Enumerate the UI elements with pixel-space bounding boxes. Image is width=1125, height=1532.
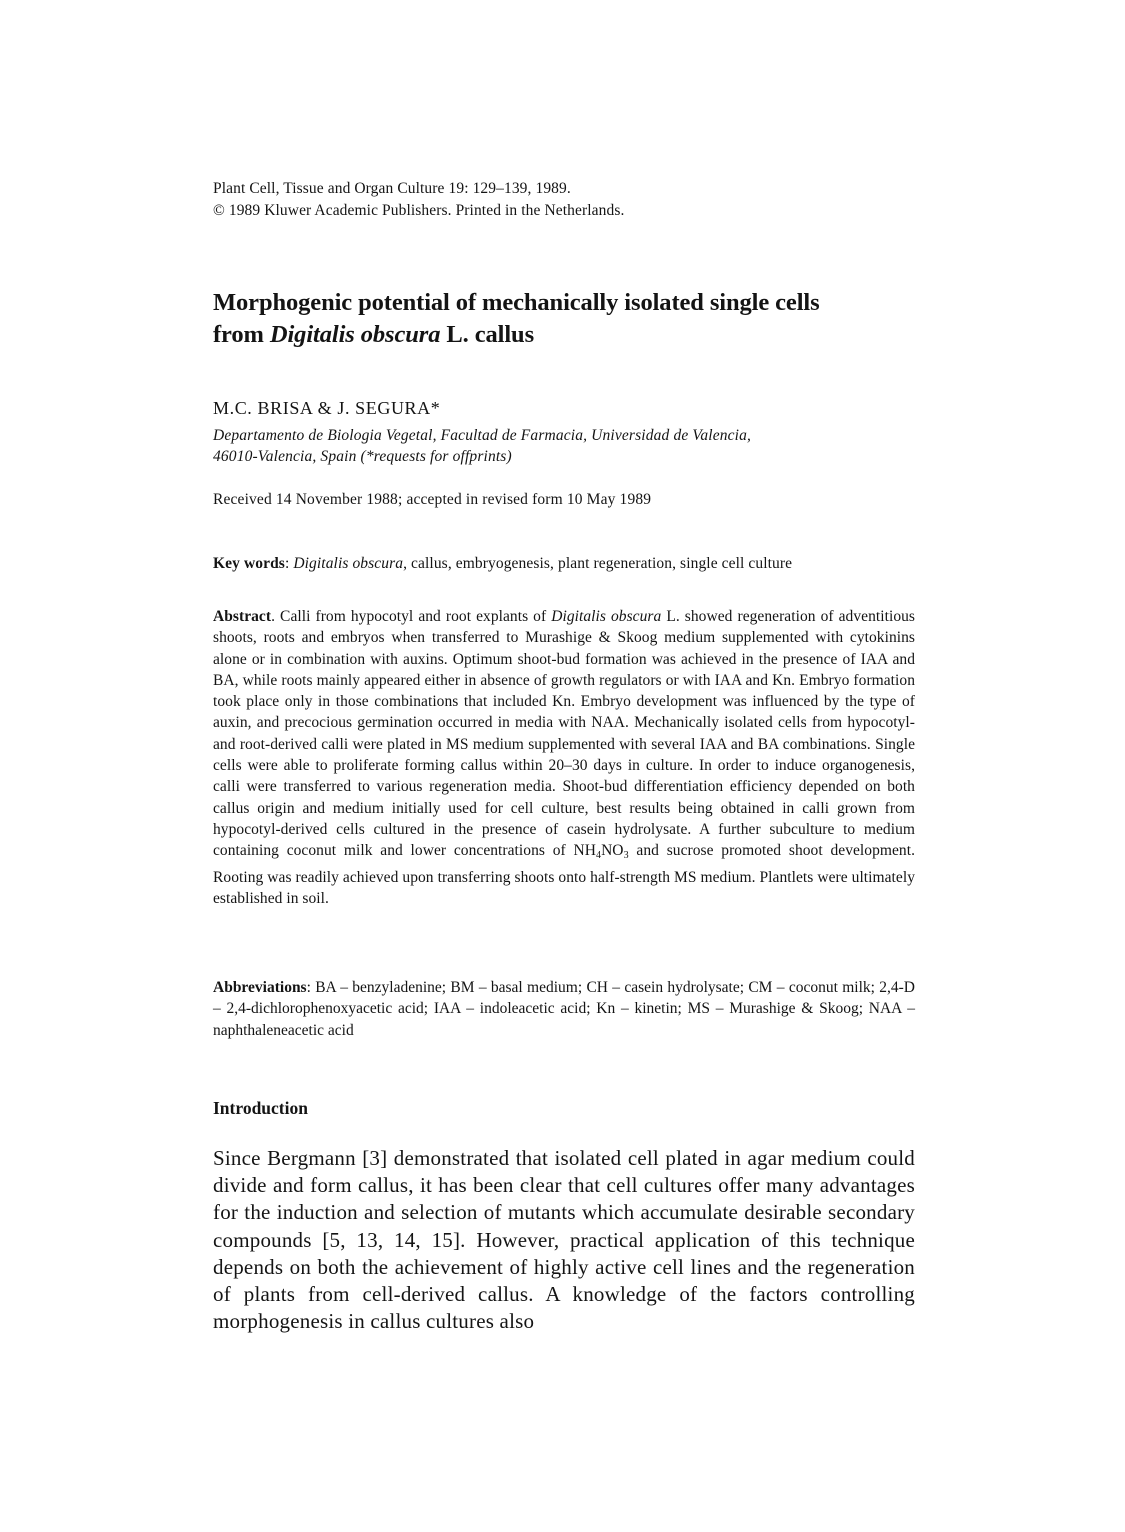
abbreviations [213,977,915,1041]
abbreviations-label: Abbreviations [213,979,307,996]
authors: M.C. BRISA & J. SEGURA* [213,398,441,418]
keywords-list: , callus, embryogenesis, plant regeneration, single cell culture [403,555,793,572]
title-line-1: Morphogenic potential of mechanically isolated single cells [213,289,820,316]
abstract-subscript-4: 4 [596,850,602,862]
journal-header [213,178,624,222]
keywords: Key words: Digitalis obscura, callus, embryogenesis, plant regeneration, single cell culture [213,555,793,572]
abstract-subscript-3: 3 [623,850,629,862]
received-dates: Received 14 November 1988; accepted in revised form 10 May 1989 [213,491,652,508]
introduction-body: Since Bergmann [3] demonstrated that isolated cell plated in agar medium could divide and form callus, it has been clear that cell cultures offer many advantages for the induction and selection of mutants which accumulate desirable secondary compounds [5, 13, 14, 15]. However, practical application of this technique depends on both the achievement of highly active cell lines and the regeneration of plants from cell-derived callus. A knowledge of the factors controlling morphogenesis in callus cultures also [213,1146,915,1334]
title-line-2 [213,319,820,351]
abstract-text-3: NO [601,842,624,860]
introduction-heading: Introduction [213,1098,308,1118]
keywords-species: Digitalis obscura [293,555,404,572]
title-species: Digitalis obscura [269,321,441,348]
affiliation-line-1: Departamento de Biologia Vegetal, Facultad de Farmacia, Universidad de Valencia, [213,427,752,444]
abstract-text-4: and sucrose promoted shoot development. Rooting was readily achieved upon transferring shoots onto half-strength MS medium. Plantlets were ultimately established in soil. [213,842,916,907]
affiliation-line-2: 46010-Valencia, Spain (*requests for offprints) [213,448,512,465]
title-prefix: from [213,321,270,348]
title-suffix: L. callus [440,321,535,348]
abbreviations-text: : BA – benzyladenine; BM – basal medium; CH – casein hydrolysate; CM – coconut milk; 2,4-D – 2,4-dichlorophenoxyacetic acid; IAA – indoleacetic acid; Kn – kinetin; MS – Murashige & Skoog; NAA – naphthaleneacetic acid [213,979,915,1039]
paper-title [213,287,820,351]
abstract-species: Digitalis obscura [551,608,662,625]
affiliation [213,425,751,467]
journal-citation: Plant Cell, Tissue and Organ Culture 19: 129–139, 1989. [213,180,571,197]
keywords-label: Key words [213,555,285,572]
abstract [213,606,915,909]
copyright-notice: © 1989 Kluwer Academic Publishers. Printed in the Netherlands. [213,202,625,219]
abstract-text-2: L. showed regeneration of adventitious shoots, roots and embryos when transferred to Murashige & Skoog medium supplemented with cytokinins alone or in combination with auxins. Optimum shoot-bud formation was achieved in the presence of IAA and BA, while roots mainly appeared either in absence of growth regulators or with IAA and Kn. Embryo formation took place only in those combinations that included Kn. Embryo development was influenced by the type of auxin, and precocious germination occurred in media with NAA. Mechanically isolated cells from hypocotyl- and root-derived calli were plated in MS medium supplemented with several IAA and BA combinations. Single cells were able to proliferate forming callus within 20–30 days in culture. In order to induce organogenesis, calli were transferred to various regeneration media. Shoot-bud differentiation efficiency depended on both callus origin and medium initially used for cell culture, best results being obtained in calli grown from hypocotyl-derived cells cultured in the presence of casein hydrolysate. A further subculture to medium containing coconut milk and lower concentrations of NH [213,608,915,860]
abstract-text-1: . Calli from hypocotyl and root explants of [271,608,552,625]
abstract-label: Abstract [213,608,272,625]
